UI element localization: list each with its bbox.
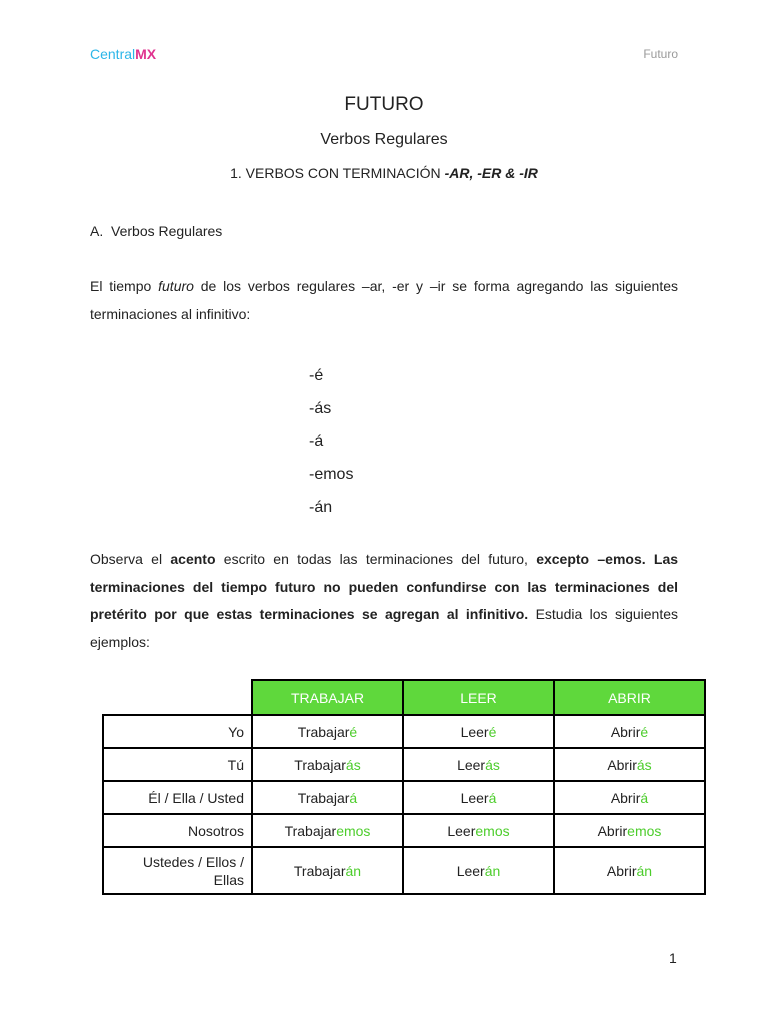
verb-stem: Leer [457,756,486,773]
verb-ending: é [488,723,497,740]
observation-paragraph [90,546,678,656]
conjugation-cell [554,814,705,847]
verb-stem: Abrir [610,789,641,806]
subsection-letter: A. [90,223,104,239]
conjugation-cell [554,847,705,894]
intro-emphasis: futuro [158,278,194,294]
pronoun-cell: Yo [103,715,252,748]
verb-ending: án [636,862,653,879]
header-blank-cell [103,680,252,715]
table-row [103,814,705,847]
intro-paragraph [90,273,678,328]
header-cell: LEER [403,680,554,715]
conjugation-cell [252,814,403,847]
subsection-heading [90,223,222,239]
section-heading [0,165,768,181]
header-cell: ABRIR [554,680,705,715]
conjugation-cell [403,715,554,748]
observe-bold-note: excepto –emos. Las terminaciones del tiempo futuro no pueden confundirse con las terminaciones del pretérito por que estas terminaciones se agregan al infinitivo. [90,551,679,622]
verb-stem: Leer [447,822,476,839]
running-header: Futuro [643,47,678,61]
verb-ending: emos [336,822,371,839]
verb-stem: Trabajar [293,862,346,879]
verb-ending: ás [636,756,652,773]
verb-ending: é [640,723,649,740]
conjugation-table [102,679,706,895]
conjugation-cell [554,748,705,781]
verb-stem: Abrir [610,723,641,740]
conjugation-cell [403,847,554,894]
table-row [103,781,705,814]
logo-text-central: Central [90,46,136,62]
intro-pre: El tiempo [90,278,152,294]
verb-stem: Abrir [606,862,637,879]
intro-post: de los verbos regulares –ar, -er y –ir se forma agregando las siguientes terminaciones al infinitivo: [90,278,679,322]
verb-stem: Trabajar [294,756,346,773]
ending-item: -án [309,499,333,516]
header-cell: TRABAJAR [252,680,403,715]
verb-stem: Abrir [597,822,628,839]
verb-ending: ás [345,756,361,773]
brand-logo [90,46,156,62]
logo-text-mx: MX [135,46,157,62]
verb-stem: Trabajar [284,822,337,839]
page-number: 1 [669,950,677,966]
page-title: FUTURO [344,94,424,115]
verb-stem: Leer [460,789,489,806]
ending-item: -emos [309,466,354,483]
verb-stem: Trabajar [297,723,350,740]
pronoun-cell: Ustedes / Ellos / Ellas [103,847,252,894]
verb-ending: é [349,723,358,740]
verb-ending: án [345,862,362,879]
verb-ending: á [349,789,358,806]
conjugation-cell [403,781,554,814]
conjugation-cell [554,715,705,748]
pronoun-cell: Tú [103,748,252,781]
verb-stem: Leer [456,862,485,879]
table-row [103,715,705,748]
verb-stem: Trabajar [297,789,350,806]
pronoun-cell: Él / Ella / Usted [103,781,252,814]
subsection-label: Verbos Regulares [111,223,223,239]
conjugation-cell [252,847,403,894]
endings-list [309,359,353,524]
conjugation-cell [252,748,403,781]
section-endings: -AR, -ER & -IR [444,165,538,181]
verb-ending: emos [475,822,510,839]
verb-ending: emos [627,822,662,839]
verb-ending: ás [485,756,500,773]
conjugation-cell [554,781,705,814]
observe-s1: Observa el [90,551,163,567]
observe-s3: escrito en todas las terminaciones del futuro, [223,551,528,567]
section-number: 1. [230,165,242,181]
pronoun-cell: Nosotros [103,814,252,847]
table-header-row [103,680,705,715]
observe-acento: acento [170,551,216,567]
verb-stem: Leer [460,723,489,740]
conjugation-cell [403,748,554,781]
observe-s5: Estudia los siguientes ejemplos: [90,606,679,650]
verb-stem: Abrir [607,756,637,773]
ending-item: -é [309,367,324,384]
verb-ending: án [484,862,501,879]
page-subtitle: Verbos Regulares [320,131,448,148]
table-row [103,748,705,781]
section-text: VERBOS CON TERMINACIÓN [245,165,441,181]
conjugation-cell [252,715,403,748]
ending-item: -á [309,433,324,450]
conjugation-cell [403,814,554,847]
ending-item: -ás [309,400,332,417]
table-row [103,847,705,894]
verb-ending: á [488,789,497,806]
verb-ending: á [640,789,649,806]
conjugation-cell [252,781,403,814]
